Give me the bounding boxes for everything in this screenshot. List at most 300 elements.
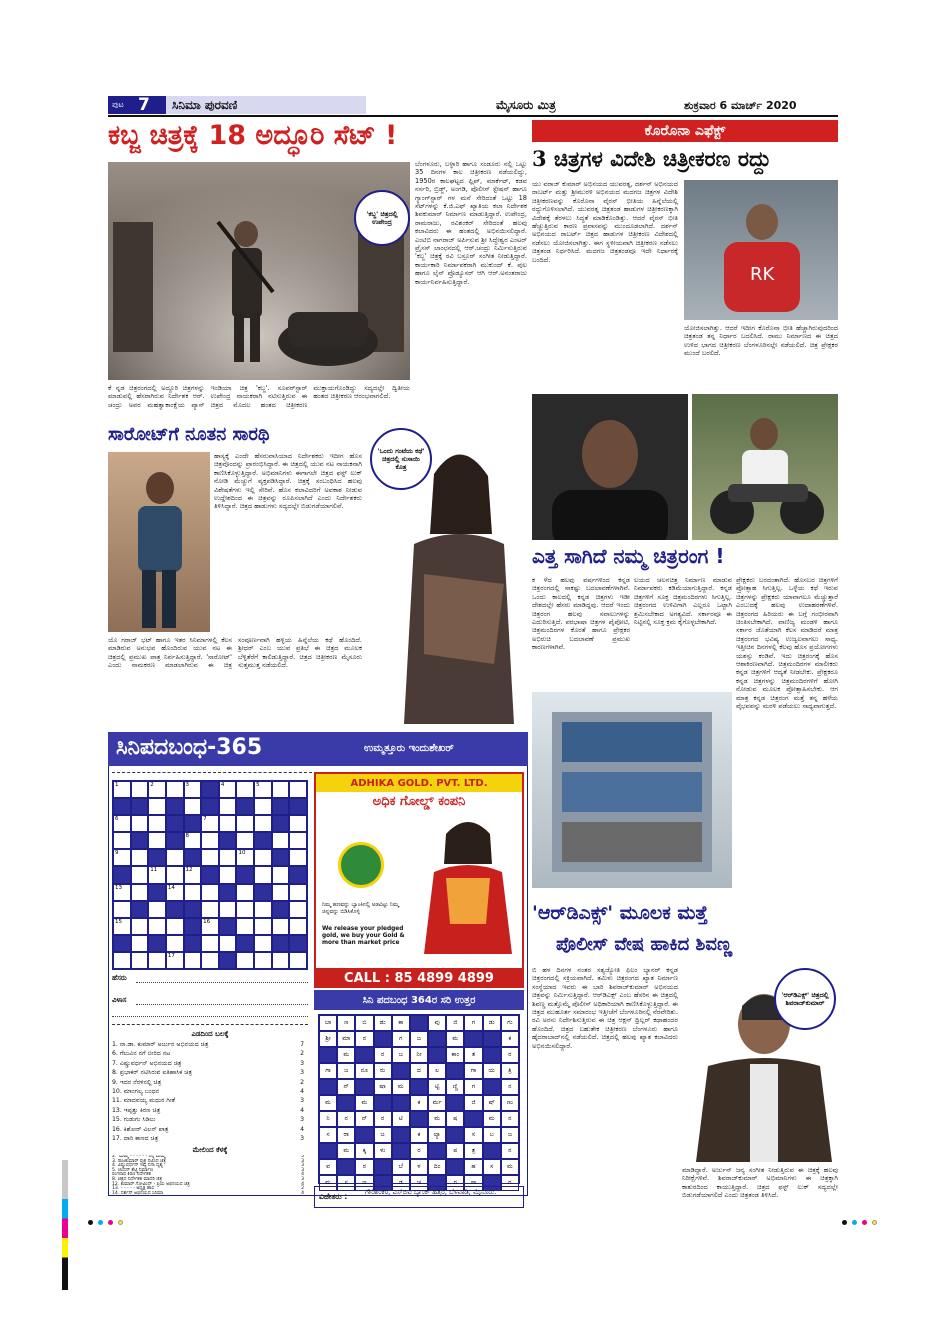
- grid-cell[interactable]: [272, 781, 290, 798]
- grid-cell[interactable]: [289, 952, 307, 969]
- grid-cell[interactable]: [166, 935, 184, 952]
- answer-cell: ಷ್: [483, 1095, 501, 1111]
- answer-cell: ಸ: [319, 1127, 337, 1143]
- grid-cell[interactable]: [184, 884, 202, 901]
- answer-cell-black: [446, 1127, 464, 1143]
- answer-cell: ನ: [337, 1111, 355, 1127]
- answer-cell-black: [483, 1079, 501, 1095]
- grid-cell[interactable]: [254, 918, 272, 935]
- answer-title: ಸಿನಿ ಪದಬಂಧ 364ರ ಸರಿ ಉತ್ತರ: [362, 994, 476, 1006]
- grid-cell-black: [272, 901, 290, 918]
- ad-company: ADHIKA GOLD. PVT. LTD.: [350, 777, 488, 789]
- grid-cell-black: [289, 798, 307, 815]
- winner-box: [314, 1186, 524, 1208]
- answer-cell-black: [319, 1047, 337, 1063]
- grid-cell-black: [272, 798, 290, 815]
- adhika-gold-ad: [314, 772, 524, 988]
- answer-cell: ಮ: [392, 1079, 410, 1095]
- grid-cell[interactable]: [166, 918, 184, 935]
- grid-cell[interactable]: [272, 832, 290, 849]
- answer-cell: ಣ: [355, 1175, 373, 1191]
- grid-cell[interactable]: [272, 952, 290, 969]
- answer-cell: ಮ: [337, 1143, 355, 1159]
- grid-cell[interactable]: [219, 849, 237, 866]
- answer-cell: ಪ: [446, 1143, 464, 1159]
- answer-cell: ಮ: [319, 1175, 337, 1191]
- answer-cell: ತ: [464, 1047, 482, 1063]
- answer-cell: ಜ: [501, 1127, 519, 1143]
- answer-cell: ಗಾ: [464, 1063, 482, 1079]
- grid-cell[interactable]: [184, 952, 202, 969]
- answer-cell-black: [374, 1031, 392, 1047]
- answer-cell: ಜ: [392, 1047, 410, 1063]
- grid-cell-black: [201, 866, 219, 883]
- crossword-grid: [112, 780, 308, 970]
- answer-cell: ಮ: [428, 1111, 446, 1127]
- across-clues: [112, 1040, 308, 1143]
- corona-body-2: ಯೋಜಿಸಲಾಗಿತ್ತು. ಆದರೆ ಇದೀಗ ಕೊರೊನಾ ಭೀತಿ ಹೆಚ್ಚಾಗಿರುವುದರಿಂದ ಚಿತ್ರತಂಡ ತನ್ನ ನಿರ್ಧಾರ ಬದಲಿಸಿದೆ. ರಾಮು ನಿರ್ಮಾಣದ ಈ ಚಿತ್ರದ ಉಳಿದ ಭಾಗದ ಚಿತ್ರೀಕರಣ ಬೆಂಗಳೂರಿನಲ್ಲೇ ನಡೆಯಲಿದೆ. ಚಿತ್ರ ಪ್ರೇಕ್ಷಕರ ಮುಂದೆ ಬರಲಿದೆ.: [684, 324, 838, 358]
- reg-dot: [872, 1220, 877, 1225]
- grid-cell-black: [236, 935, 254, 952]
- grid-cell[interactable]: 9: [113, 849, 131, 866]
- answer-cell: ರ: [374, 1047, 392, 1063]
- reg-dot: [862, 1220, 867, 1225]
- answer-cell-black: [374, 1095, 392, 1111]
- answer-cell: ಗ: [501, 1175, 519, 1191]
- answer-cell-black: [446, 1063, 464, 1079]
- answer-cell-black: [319, 1079, 337, 1095]
- answer-cell: ಮಾ: [337, 1031, 355, 1047]
- crossword-author: ಉಮ್ಮತ್ತೂರು ಇಂದುಶೇಖರ್: [364, 743, 454, 754]
- clue-across: 6. ಗೆಲುವಿನ ನಗೆ ಬೀರಿದ ನಟ 2: [112, 1050, 304, 1058]
- grid-cell[interactable]: [219, 901, 237, 918]
- corona-label-bar: [532, 120, 838, 142]
- clue-down: 2. 'ಮಮ್ಮಿ - - - - - - ನನ್ನ ಮಮ್ಮ' 5: [112, 1155, 304, 1159]
- name-label: ಹೆಸರು: [112, 974, 127, 982]
- winner-label: ವಿಜೇತರು :: [319, 1192, 348, 1201]
- answer-cell-black: [428, 1047, 446, 1063]
- answer-cell-black: [446, 1159, 464, 1175]
- corona-photo: [684, 180, 838, 320]
- answer-cell: ರ: [355, 1159, 373, 1175]
- answer-cell: ಸಾ: [464, 1175, 482, 1191]
- issue-date: ಶುಕ್ರವಾರ 6 ಮಾರ್ಚ್ 2020: [684, 99, 797, 112]
- answer-cell-black: [374, 1159, 392, 1175]
- answer-title-bar: [314, 990, 524, 1010]
- grid-cell-black: [166, 815, 184, 832]
- answer-cell: ಹ: [464, 1159, 482, 1175]
- grid-cell-black: [184, 935, 202, 952]
- grid-cell[interactable]: 1: [113, 781, 131, 798]
- rdx-bubble: [774, 968, 836, 1030]
- answer-cell: ಮ: [446, 1031, 464, 1047]
- winner-text: ಗೌರಿಶಂಕರ, ಎಸ್‌ಬಿಐ ಬ್ಯಾಂಕ್ ಹತ್ತಿರ, ಬೆಳವಾಡಿ, ಮೈಸೂರು.: [365, 1188, 497, 1196]
- grid-cell[interactable]: [236, 918, 254, 935]
- answer-cell: ಮ: [337, 1047, 355, 1063]
- reg-dot: [98, 1220, 103, 1225]
- grid-cell[interactable]: [254, 849, 272, 866]
- answer-cell: ಟ್ಟಿ: [428, 1079, 446, 1095]
- kabza-bubble: [354, 190, 410, 246]
- answer-cell: ಕಾ: [392, 1015, 410, 1031]
- grid-cell[interactable]: [148, 952, 166, 969]
- grid-cell[interactable]: [289, 918, 307, 935]
- ad-company-kn: ಅಧಿಕ ಗೋಲ್ಡ್ ಕಂಪನಿ: [372, 794, 466, 809]
- ad-logo: [338, 842, 384, 888]
- darshan-image: [532, 394, 688, 540]
- answer-grid: [318, 1014, 520, 1184]
- grid-cell[interactable]: [201, 952, 219, 969]
- grid-cell[interactable]: 7: [201, 815, 219, 832]
- answer-cell: ರ: [501, 1047, 519, 1063]
- answer-cell-black: [446, 1095, 464, 1111]
- ettha-body-3: ಪ್ರೇಕ್ಷಕರು ಬರದಂತಾಗಿದೆ. ಹೊಸಬರ ಚಿತ್ರಗಳಿಗೆ ಪ್ರೋತ್ಸಾಹ ಸಿಗುತ್ತಿಲ್ಲ. ಒಳ್ಳೆಯ ಕಥೆ ಇರುವ ಚಿತ್ರಗಳನ್ನು ಪ್ರೇಕ್ಷಕರು ಯಾವಾಗಲೂ ಮೆಚ್ಚುತ್ತಾರೆ ಎಂಬುದಕ್ಕೆ ಹಲವು ಉದಾಹರಣೆಗಳಿವೆ. ಚಿತ್ರರಂಗದ ಹಿರಿಯರು ಈ ಬಗ್ಗೆ ಗಂಭೀರವಾಗಿ ಚಿಂತಿಸಬೇಕಾಗಿದೆ. ವಾಣಿಜ್ಯ ಮಂಡಳಿ ಹಾಗೂ ಸರ್ಕಾರ ಜೊತೆಯಾಗಿ ಕೆಲಸ ಮಾಡಿದರೆ ಮಾತ್ರ ಚಿತ್ರರಂಗದ ಭವಿಷ್ಯ ಉಜ್ವಲವಾಗಲು ಸಾಧ್ಯ. ಇತ್ತೀಚಿನ ದಿನಗಳಲ್ಲಿ ಕೆಲವು ಹೊಸ ಪ್ರಯೋಗಗಳು ಯಶಸ್ಸು ಕಂಡಿವೆ. ಇದು ಚಿತ್ರರಂಗಕ್ಕೆ ಹೊಸ ಆಶಾಕಿರಣವಾಗಿದೆ. ಚಿತ್ರಮಂದಿರಗಳ ಮಾಲೀಕರು ಕನ್ನಡ ಚಿತ್ರಗಳಿಗೆ ಆದ್ಯತೆ ನೀಡಬೇಕು. ಪ್ರೇಕ್ಷಕರೂ ಕನ್ನಡ ಚಿತ್ರಗಳನ್ನು ಚಿತ್ರಮಂದಿರಗಳಿಗೆ ಹೋಗಿ ನೋಡುವ ಮೂಲಕ ಪ್ರೋತ್ಸಾಹಿಸಬೇಕು. ಆಗ ಮಾತ್ರ ಕನ್ನಡ ಚಿತ್ರರಂಗ ಮತ್ತೆ ತನ್ನ ಹಳೆಯ ವೈಭವವನ್ನು ಮರಳಿ ಪಡೆಯಲು ಸಾಧ್ಯವಾಗುತ್ತದೆ.: [736, 576, 838, 711]
- sarathi-actor-image: [108, 452, 210, 632]
- grid-cell[interactable]: [289, 832, 307, 849]
- ettha-body-1: ಕ ಳೆದ ಹಲವು ವರ್ಷಗಳಿಂದ ಕನ್ನಡ ಚಿತ್ರರಂಗದಲ್ಲಿ ಸಾಕಷ್ಟು ಬದಲಾವಣೆಗಳಾಗಿವೆ. ಒಂದು ಕಾಲದಲ್ಲಿ ಕನ್ನಡ ಚಿತ್ರಗಳು ಇಡೀ ದೇಶದಲ್ಲೇ ಹೆಸರು ಮಾಡಿದ್ದವು. ಆದರೆ ಇಂದು ಚಿತ್ರರಂಗ ಹಲವು ಸವಾಲುಗಳನ್ನು ಎದುರಿಸುತ್ತಿದೆ. ಪರಭಾಷಾ ಚಿತ್ರಗಳ ಪೈಪೋಟಿ, ಚಿತ್ರಮಂದಿರಗಳ ಕೊರತೆ ಹಾಗೂ ಪ್ರೇಕ್ಷಕರ ಅಭಿರುಚಿ ಬದಲಾವಣೆ ಪ್ರಮುಖ ಕಾರಣಗಳಾಗಿವೆ.: [532, 576, 630, 652]
- grid-cell[interactable]: [148, 832, 166, 849]
- grid-cell[interactable]: [254, 901, 272, 918]
- answer-cell: ತ್ರ: [464, 1143, 482, 1159]
- grid-cell[interactable]: [201, 884, 219, 901]
- grid-cell-black: [113, 798, 131, 815]
- grid-cell[interactable]: [236, 952, 254, 969]
- answer-cell-black: [428, 1031, 446, 1047]
- grid-cell-black: [184, 901, 202, 918]
- ad-call-bar: [316, 968, 522, 988]
- sarathi-photo: [108, 452, 210, 632]
- color-strip: [62, 1160, 68, 1290]
- grid-cell[interactable]: [131, 884, 149, 901]
- answer-cell: ಡು: [374, 1015, 392, 1031]
- answer-cell: ಣ: [337, 1015, 355, 1031]
- answer-cell: ಜಿ: [446, 1015, 464, 1031]
- name-field[interactable]: [136, 982, 308, 983]
- answer-cell: ರ್ಮ: [428, 1095, 446, 1111]
- answer-cell: ಣು: [501, 1095, 519, 1111]
- answer-cell: ಲ್ಯಾ: [428, 1127, 446, 1143]
- answer-cell-black: [392, 1143, 410, 1159]
- grid-cell[interactable]: [219, 815, 237, 832]
- answer-cell: ಗಾ: [319, 1063, 337, 1079]
- rdx-bubble-text: 'ಆರ್‌ಡಿಎಕ್ಸ್' ಚಿತ್ರದಲ್ಲಿ ಶಿವರಾಜ್‌ಕುಮಾರ್: [781, 991, 829, 1007]
- answer-cell-black: [355, 1127, 373, 1143]
- sarathi-bubble-text: 'ಒಂದು ಗಂಟೆಯ ಕಥೆ' ಚಿತ್ರದಲ್ಲಿ ಸುಸಾಯಿ ಕೊತ್ರ: [377, 447, 425, 471]
- clue-across: 7. ವಿಷ್ಣುವರ್ಧನ್ ಅಭಿನಯದ ಚಿತ್ರ 3: [112, 1059, 304, 1067]
- answer-cell: ರ: [374, 1111, 392, 1127]
- grid-cell[interactable]: 6: [113, 815, 131, 832]
- clue-across: 8. ಪ್ರಭಾಕರ್ ನಟಿಸಿರುವ ಐತಿಹಾಸಿಕ ಚಿತ್ರ 3: [112, 1069, 304, 1077]
- answer-cell: ರಾ: [337, 1127, 355, 1143]
- grid-cell[interactable]: [113, 832, 131, 849]
- answer-cell: ಗ: [464, 1079, 482, 1095]
- grid-cell[interactable]: [254, 935, 272, 952]
- grid-cell[interactable]: 17: [166, 952, 184, 969]
- down-clues: [112, 1155, 308, 1195]
- answer-cell: ಕ: [410, 1095, 428, 1111]
- answer-cell-black: [464, 1031, 482, 1047]
- answer-cell: ಮ: [501, 1159, 519, 1175]
- ettha-headline: ಎತ್ತ ಸಾಗಿದೆ ನಮ್ಮ ಚಿತ್ರರಂಗ !: [532, 544, 725, 568]
- clue-down: 4. ವಿಷ್ಣುವರ್ಧನ್ ಇವ್ವ ನಿಗಾ ದೃಶ್ಯ 3: [112, 1163, 304, 1169]
- answer-cell: ಚ: [410, 1175, 428, 1191]
- answer-cell-black: [337, 1095, 355, 1111]
- grid-cell[interactable]: [113, 901, 131, 918]
- grid-cell[interactable]: [131, 866, 149, 883]
- grid-cell[interactable]: [236, 884, 254, 901]
- grid-cell[interactable]: 8: [184, 832, 202, 849]
- kabza-body-right: ಬೆಂಗಳೂರು, ಬಳ್ಳಾರಿ ಹಾಗೂ ಸಂಡೂರು ನಲ್ಲಿ ಒಟ್ಟು 35 ದಿನಗಳ ಕಾಲ ಚಿತ್ರೀಕರಣ ನಡೆಯಲಿದ್ದು, 1950ರ ಕಾಲಘಟ್ಟದ ಫ್ಲಿಪ್, ಮಾರ್ಕೆಟ್, ಕಡವ ನರ್ಸರಿ, ಬ್ರಿಡ್ಜ್, ಅಂಗಡಿ, ಪೊಲೀಸ್ ಸ್ಟೇಷನ್ ಹಾಗೂ ಗ್ಯಾಂಗ್‌ಸ್ಟಾರ್ ಗಳ ಮನೆ ಸೇರಿದಂತೆ ಒಟ್ಟು 18 ಸೆಟ್‌ಗಳನ್ನು ಕೆ.ಜಿ.ಎಫ್ ಖ್ಯಾತಿಯ ಕಲಾ ನಿರ್ದೇಶಕ ಶಿವಕುಮಾರ್ ನಿರ್ಮಾಣ ಮಾಡುತ್ತಿದ್ದಾರೆ. ಉಪೇಂದ್ರ, ರಾಮರಾಜು, ರವಿಶಂಕರ್ ಸೇರಿದಂತೆ ಹಲವು ಕಲಾವಿದರು ಈ ಹಂತದಲ್ಲಿ ಅಭಿನಯಿಸಲಿದ್ದಾರೆ. ಎಂಟಿಬಿ ನಾಗರಾಜ್ ಅರ್ಪಿಸುವ ಶ್ರೀ ಸಿದ್ಧೇಶ್ವರ ಎಂಟರ್ ಪ್ರೈಸಸ್ ಲಾಂಛನದಲ್ಲಿ ಆರ್.ಚಂದ್ರು ನಿರ್ಮಿಸುತ್ತಿರುವ 'ಕಬ್ಜ' ಚಿತ್ರಕ್ಕೆ ರವಿ ಬಸ್ರೂರ್ ಸಂಗೀತ ನೀಡುತ್ತಿದ್ದಾರೆ. ಕಾರ್ಯಕಾರಿ ನಿರ್ಮಾಪಕರಾಗಿ ಮುಕುಂದ್ ಕೆ. ಪುಲ ಹಾಗೂ ಲೈನ್ ಪ್ರೊಡ್ಯೂಸರ್ ಆಗಿ ಆರ್.ಅನಂತರಾಜು ಕಾರ್ಯನಿರ್ವಹಿಸುತ್ತಿದ್ದಾರೆ.: [415, 160, 527, 286]
- answer-cell: ಕ: [501, 1031, 519, 1047]
- kabza-caption: ಕೆ ನ್ನಡ ಚಿತ್ರರಂಗದಲ್ಲಿ ಅದ್ದೂರಿ ಚಿತ್ರಗಳನ್ನು ಮಾಡುವಲ್ಲಿ ಹೆಸರಾಗಿರುವ ನಿರ್ದೇಶಕ ಆರ್. ಚಂದ್ರು ಅವರ ಮಹತ್ವಾಕಾಂಕ್ಷೆಯ ಪ್ಯಾನ್ ಇಂಡಿಯಾ ಚಿತ್ರ 'ಕಬ್ಜ'. ಸೂಪರ್‌ಸ್ಟಾರ್ ಉಪೇಂದ್ರ ನಾಯಕರಾಗಿ ನಟಿಸುತ್ತಿರುವ ಈ ಚಿತ್ರದ ಮೊದಲ ಹಂತದ ಚಿತ್ರೀಕರಣ ಮುಕ್ತಾಯಗೊಂಡಿದ್ದು ಸದ್ಯದಲ್ಲೇ ದ್ವಿತೀಯ ಹಂತದ ಚಿತ್ರೀಕರಣ ಆರಂಭವಾಗಲಿದೆ.: [108, 384, 410, 409]
- rdx-headline-2: ಪೊಲೀಸ್ ವೇಷ ಹಾಕಿದ ಶಿವಣ್ಣ: [556, 934, 733, 955]
- answer-cell: ಗು: [501, 1015, 519, 1031]
- grid-cell[interactable]: [201, 901, 219, 918]
- sarathi-headline: ಸಾರೋಟ್‌ಗೆ ನೂತನ ಸಾರಥಿ: [108, 424, 270, 445]
- grid-cell[interactable]: [236, 781, 254, 798]
- grid-cell-black: [113, 935, 131, 952]
- ad-model-image: [416, 814, 516, 954]
- grid-cell-black: [148, 884, 166, 901]
- grid-cell-black: [131, 798, 149, 815]
- grid-cell[interactable]: 11: [148, 866, 166, 883]
- answer-cell: ಣ್ಣಿ: [446, 1079, 464, 1095]
- grid-cell[interactable]: 4: [219, 781, 237, 798]
- grid-cell[interactable]: [254, 952, 272, 969]
- ad-company-bar: [316, 774, 522, 792]
- grid-cell[interactable]: [113, 952, 131, 969]
- ad-line1: ನಿಮ್ಮ ಹಣವನ್ನು ಬ್ಯಾಂಕಿನಲ್ಲಿ ಅಡವಿಟ್ಟು ನಿಮ್ಮ ಚಿನ್ನವನ್ನು ಬಿಡಿಸಿಕೊಳ್ಳಿ: [322, 902, 399, 915]
- grid-cell[interactable]: [131, 918, 149, 935]
- answer-cell: ಜ: [337, 1063, 355, 1079]
- answer-cell: ಳು: [374, 1143, 392, 1159]
- corona-photo-3: [692, 394, 838, 540]
- sarathi-body-1: ಹಾಸ್ಯಕ್ಕೆ ಎಂದೇ ಹೆಸರುವಾಸಿಯಾದ ನಿರ್ದೇಶಕರು ಇದೀಗ ಹೊಸ ಚಿತ್ರವೊಂದನ್ನು ಪ್ರಾರಂಭಿಸಿದ್ದಾರೆ. ಈ ಚಿತ್ರದಲ್ಲಿ ಯುವ ನಟ ನಾಯಕನಾಗಿ ಕಾಣಿಸಿಕೊಳ್ಳುತ್ತಿದ್ದಾರೆ. ಅಭಿಮಾನಿಗಳು ಈಗಾಗಲೇ ಚಿತ್ರದ ಫಸ್ಟ್ ಲುಕ್ ನೋಡಿ ಮೆಚ್ಚುಗೆ ವ್ಯಕ್ತಪಡಿಸಿದ್ದಾರೆ. ಚಿತ್ರಕ್ಕೆ ಸಂಬಂಧಿಸಿದ ಹಲವು ವಿಶೇಷತೆಗಳು ಇಲ್ಲಿ ಸೇರಿವೆ. ಹೊಸ ಕಲಾವಿದರಿಗೆ ಅವಕಾಶ ನೀಡುವ ಉದ್ದೇಶದಿಂದ ಈ ಚಿತ್ರವನ್ನು ರೂಪಿಸಲಾಗಿದೆ ಎಂದು ನಿರ್ದೇಶಕರು ತಿಳಿಸಿದ್ದಾರೆ. ಚಿತ್ರದ ಹಾಡುಗಳು ಸದ್ಯದಲ್ಲೇ ಬಿಡುಗಡೆಯಾಗಲಿವೆ.: [214, 452, 362, 511]
- answer-cell: ಬೆ: [392, 1159, 410, 1175]
- answer-cell: ನ: [501, 1111, 519, 1127]
- clue-across: 10. ಮಾಂಗಲ್ಯ ಬಂಧನ 4: [112, 1088, 304, 1096]
- sarathi-body-2: ಯೊ ಗರಾಜ್ ಭಟ್ ಹಾಗೂ ಇತರ ಸಿನಿಮಾಗಳಲ್ಲಿ ಕೆಲಸ ಮಾಡಿರುವ ಅನುಭವ ಹೊಂದಿರುವ ಯುವ ನಟ ಈ ಚಿತ್ರದಲ್ಲಿ ಪ್ರಮುಖ ಪಾತ್ರ ನಿರ್ವಹಿಸುತ್ತಿದ್ದಾರೆ. 'ಸಾರೋಟ್' ಎಂದು ನಾಮಕರಣ ಮಾಡಲಾಗಿರುವ ಈ ಚಿತ್ರ ಸಂಪೂರ್ಣವಾಗಿ ಹಳ್ಳಿಯ ಹಿನ್ನೆಲೆಯ ಕಥೆ ಹೊಂದಿದೆ. ಶ್ರೀಧರ್ ಎಂಬ ಯುವ ಪ್ರತಿಭೆ ಈ ಚಿತ್ರದ ಮೂಲಕ ಬೆಳ್ಳಿತೆರೆಗೆ ಕಾಲಿಡುತ್ತಿದ್ದಾರೆ. ಚಿತ್ರದ ಚಿತ್ರೀಕರಣ ಮೈಸೂರು ಸುತ್ತಮುತ್ತ ನಡೆಯಲಿದೆ.: [108, 636, 362, 670]
- grid-cell[interactable]: [166, 866, 184, 883]
- grid-cell[interactable]: [131, 781, 149, 798]
- answer-cell-black: [392, 1063, 410, 1079]
- answer-cell-black: [355, 1047, 373, 1063]
- grid-cell[interactable]: 14: [166, 884, 184, 901]
- grid-cell-black: [131, 832, 149, 849]
- grid-cell-black: [289, 866, 307, 883]
- grid-cell-black: [184, 918, 202, 935]
- answer-cell-black: [483, 1031, 501, 1047]
- grid-cell[interactable]: [236, 832, 254, 849]
- grid-cell[interactable]: 3: [184, 781, 202, 798]
- grid-cell-black: [131, 901, 149, 918]
- scissor-line-top: [112, 772, 312, 773]
- answer-cell-black: [410, 1079, 428, 1095]
- grid-cell-black: [219, 952, 237, 969]
- address-field-2[interactable]: [112, 1016, 308, 1017]
- grid-cell[interactable]: [131, 815, 149, 832]
- clue-across: 11. ಮಾದವಯ್ಯ ಮಧುರ ಗೀತೆ 3: [112, 1097, 304, 1105]
- grid-cell[interactable]: [254, 815, 272, 832]
- answer-cell: ಬಾ: [319, 1015, 337, 1031]
- grid-cell[interactable]: [289, 901, 307, 918]
- grid-cell[interactable]: [289, 815, 307, 832]
- section-label-box: [166, 96, 366, 114]
- grid-cell[interactable]: [184, 798, 202, 815]
- theatre-building-image: [532, 692, 732, 888]
- answer-cell: ನ: [501, 1143, 519, 1159]
- reg-dot: [852, 1220, 857, 1225]
- answer-cell: ಡು: [483, 1015, 501, 1031]
- answer-cell-black: [410, 1111, 428, 1127]
- corona-headline: 3 ಚಿತ್ರಗಳ ವಿದೇಶಿ ಚಿತ್ರೀಕರಣ ರದ್ದು: [532, 146, 772, 171]
- paper-name: ಮೈಸೂರು ಮಿತ್ರ: [496, 98, 556, 112]
- clue-down: ರಂಗನಾಥ ಕಿರಣ ನಿರ್ದೇಶಕ 4: [112, 1172, 304, 1178]
- answer-cell: ಕಾಂ: [446, 1047, 464, 1063]
- answer-cell-black: [319, 1143, 337, 1159]
- ad-call: CALL : 85 4899 4899: [344, 970, 494, 986]
- grid-cell-black: [254, 884, 272, 901]
- answer-cell: ಳ: [410, 1159, 428, 1175]
- answer-cell: ಗ: [392, 1031, 410, 1047]
- grid-cell[interactable]: [272, 918, 290, 935]
- grid-cell[interactable]: [131, 935, 149, 952]
- answer-cell: ನ್: [355, 1111, 373, 1127]
- grid-cell[interactable]: [131, 952, 149, 969]
- clue-across: 1. ನಾ.ಡಾ. ಕುಮಾರ್ ಅರ್ಜುನ ಅಭಿನಯದ ಚಿತ್ರ 7: [112, 1041, 304, 1048]
- grid-cell[interactable]: [201, 832, 219, 849]
- grid-cell-black: [166, 798, 184, 815]
- rdx-headline-1: 'ಆರ್‌ಡಿಎಕ್ಸ್' ಮೂಲಕ ಮತ್ತೆ: [532, 902, 708, 924]
- grid-cell[interactable]: [289, 781, 307, 798]
- clue-down: 13. - - - - - ಅಧ್ಯಕ್ಷ ಹಾಸ 2: [112, 1186, 304, 1192]
- grid-cell[interactable]: [131, 849, 149, 866]
- grid-cell-black: [236, 866, 254, 883]
- grid-cell-black: [201, 798, 219, 815]
- grid-cell[interactable]: [219, 866, 237, 883]
- grid-cell-black: [148, 935, 166, 952]
- answer-cell: ಷ: [446, 1111, 464, 1127]
- grid-cell[interactable]: [236, 815, 254, 832]
- answer-cell: ಜ: [410, 1031, 428, 1047]
- grid-cell-black: [219, 918, 237, 935]
- grid-cell[interactable]: [289, 849, 307, 866]
- answer-cell-black: [355, 1079, 373, 1095]
- answer-cell: ಸ: [337, 1175, 355, 1191]
- grid-cell[interactable]: [148, 901, 166, 918]
- rdx-body-2: ಮಾಡಿದ್ದಾರೆ. ಅರ್ಜುನ್ ಜನ್ಯ ಸಂಗೀತ ನೀಡುತ್ತಿರುವ ಈ ಚಿತ್ರಕ್ಕೆ ಹಲವು ನಿರೀಕ್ಷೆಗಳಿವೆ. ಶಿವರಾಜ್‌ಕುಮಾರ್ ಅಭಿಮಾನಿಗಳು ಈ ಚಿತ್ರಕ್ಕಾಗಿ ಕಾತುರದಿಂದ ಕಾಯುತ್ತಿದ್ದಾರೆ. ಚಿತ್ರದ ಫಸ್ಟ್ ಲುಕ್ ಸದ್ಯದಲ್ಲೇ ಬಿಡುಗಡೆಯಾಗಲಿದೆ ಎಂದು ಚಿತ್ರತಂಡ ತಿಳಿಸಿದೆ.: [682, 1166, 838, 1200]
- rdx-body-1: ಬಿ ಹಳ ದಿನಗಳ ನಂತರ ಸತ್ಯಜ್ಯೋತಿ ಫಿಲಂ ಬ್ಯಾನರ್ ಕನ್ನಡ ಚಿತ್ರರಂಗದಲ್ಲಿ ಸಕ್ರಿಯವಾಗಿದೆ. ತಮಿಳು ಚಿತ್ರರಂಗದ ಖ್ಯಾತ ನಿರ್ಮಾಣ ಸಂಸ್ಥೆಯಾದ ಇವರು ಈ ಬಾರಿ ಶಿವರಾಜ್‌ಕುಮಾರ್ ಅಭಿನಯದ ಚಿತ್ರವನ್ನು ನಿರ್ಮಿಸುತ್ತಿದ್ದಾರೆ. ಆರ್‌ಡಿಎಕ್ಸ್ ಎಂಬ ಹೆಸರಿನ ಈ ಚಿತ್ರದಲ್ಲಿ ಶಿವಣ್ಣ ಮತ್ತೊಮ್ಮೆ ಪೊಲೀಸ್ ಅಧಿಕಾರಿಯಾಗಿ ಕಾಣಿಸಿಕೊಳ್ಳುತ್ತಿದ್ದಾರೆ. ಈ ಚಿತ್ರದ ಮುಹೂರ್ತ ಸಮಾರಂಭ ಇತ್ತೀಚೆಗೆ ಬೆಂಗಳೂರಿನಲ್ಲಿ ನೆರವೇರಿತು. ರವಿ ಅರಸು ನಿರ್ದೇಶಿಸುತ್ತಿರುವ ಈ ಚಿತ್ರ ಆಕ್ಷನ್ ಥ್ರಿಲ್ಲರ್ ಕಥಾಹಂದರ ಹೊಂದಿದೆ. ಚಿತ್ರದ ಬಹುತೇಕ ಚಿತ್ರೀಕರಣ ಬೆಂಗಳೂರು ಹಾಗೂ ಹೈದರಾಬಾದ್‌ನಲ್ಲಿ ನಡೆಯಲಿದೆ. ಚಿತ್ರದಲ್ಲಿ ಹಲವು ಖ್ಯಾತ ಕಲಾವಿದರು ಅಭಿನಯಿಸಲಿದ್ದಾರೆ.: [532, 966, 678, 1050]
- ad-model: [416, 814, 516, 954]
- grid-cell-black: [272, 935, 290, 952]
- clue-down: 14. ದರ್ಶನ್ ಅಭಿನಯದ ಸಿನಿಮಾ 4: [112, 1190, 304, 1195]
- grid-cell[interactable]: 16: [201, 918, 219, 935]
- grid-cell[interactable]: [201, 935, 219, 952]
- grid-cell[interactable]: 2: [148, 781, 166, 798]
- ettha-body-2: ಲಯದ ಚಲನಚಿತ್ರ ನಿರ್ಮಾಣ ಮಾಡುವ ನಿರ್ಮಾಪಕರು ಕಡಿಮೆಯಾಗುತ್ತಿದ್ದಾರೆ. ಕನ್ನಡ ಚಿತ್ರಗಳಿಗೆ ಸೂಕ್ತ ಚಿತ್ರಮಂದಿರಗಳು ಸಿಗುತ್ತಿಲ್ಲ. ಚಿತ್ರರಂಗದ ಉಳಿವಿಗಾಗಿ ಎಲ್ಲರೂ ಒಟ್ಟಾಗಿ ಶ್ರಮಿಸಬೇಕಾದ ಅಗತ್ಯವಿದೆ. ಸರ್ಕಾರವೂ ಈ ನಿಟ್ಟಿನಲ್ಲಿ ಸೂಕ್ತ ಕ್ರಮ ಕೈಗೊಳ್ಳಬೇಕಾಗಿದೆ.: [634, 576, 732, 627]
- grid-cell-black: [166, 832, 184, 849]
- answer-cell-black: [392, 1127, 410, 1143]
- grid-cell[interactable]: [272, 884, 290, 901]
- grid-cell[interactable]: [289, 884, 307, 901]
- grid-cell[interactable]: [166, 781, 184, 798]
- header-rule: [108, 115, 838, 117]
- grid-cell[interactable]: [148, 815, 166, 832]
- grid-cell-black: [184, 815, 202, 832]
- corona-photo-2: [532, 394, 688, 540]
- answer-cell: ದಿಂ: [428, 1159, 446, 1175]
- answer-cell-black: [464, 1111, 482, 1127]
- answer-cell-black: [392, 1095, 410, 1111]
- grid-cell[interactable]: [219, 798, 237, 815]
- address-field[interactable]: [136, 1004, 308, 1005]
- svg-text:RK: RK: [750, 264, 775, 285]
- answer-cell: ನೀ: [410, 1047, 428, 1063]
- ad-line2: We release your pledged gold, we buy your Gold & more than market price: [322, 926, 405, 946]
- clue-across: 17. ದಾರಿ ಕಾಣದ ಚಿತ್ರ 3: [112, 1135, 304, 1143]
- answer-cell: ಜಿ: [464, 1095, 482, 1111]
- answer-cell: ನೂ: [355, 1063, 373, 1079]
- grid-cell[interactable]: [254, 798, 272, 815]
- reg-dot: [88, 1220, 93, 1225]
- grid-cell[interactable]: [254, 866, 272, 883]
- scissor-line-bottom: [112, 1024, 308, 1025]
- clue-down: 8. ಚಿತ್ರದ ನಿರ್ದೇಶಕ ಮಾದರಿ ಚಿತ್ರ 3: [112, 1176, 304, 1182]
- section-label: ಸಿನಿಮಾ ಪುರವಣಿ: [172, 98, 238, 112]
- sarathi-bubble: [370, 428, 432, 490]
- answer-cell-black: [410, 1015, 428, 1031]
- answer-cell: ಜ: [374, 1127, 392, 1143]
- grid-cell-black: [148, 849, 166, 866]
- grid-cell[interactable]: 12: [184, 866, 202, 883]
- grid-cell[interactable]: [166, 849, 184, 866]
- grid-cell[interactable]: 10: [236, 849, 254, 866]
- srimurali-bike-image: [692, 394, 838, 540]
- clue-down: 3. ರಾಜಕುಮಾರ್ ಪುತ್ರ ನಟಿಸಿದ ಚಿತ್ರ 3: [112, 1158, 304, 1164]
- grid-cell[interactable]: 13: [113, 884, 131, 901]
- answer-cell: ಬ: [483, 1127, 501, 1143]
- grid-cell[interactable]: [148, 918, 166, 935]
- answer-cell: ಷಾ: [374, 1079, 392, 1095]
- grid-cell[interactable]: 5: [254, 781, 272, 798]
- grid-cell[interactable]: [148, 798, 166, 815]
- answer-cell: ಗ: [464, 1015, 482, 1031]
- answer-cell: ಕ: [410, 1127, 428, 1143]
- crossword-title-bar: [108, 732, 528, 766]
- address-label: ವಿಳಾಸ: [112, 996, 127, 1004]
- clue-across: 15. ಗುಡುಗು ಸಿಡಿಲು 3: [112, 1116, 304, 1124]
- grid-cell[interactable]: [236, 901, 254, 918]
- grid-cell[interactable]: 15: [113, 918, 131, 935]
- corona-body: ಯು ವರಾಜ್ ಕುಮಾರ್ ಅಭಿನಯದ ಯುವರತ್ನ, ದರ್ಶನ್ ಅಭಿನಯದ ರಾಬರ್ಟ್ ಮತ್ತು ಶ್ರೀಮುರಳಿ ಅಭಿನಯದ ಮದಗಜ ಚಿತ್ರಗಳ ವಿದೇಶಿ ಚಿತ್ರೀಕರಣವನ್ನು ಕೊರೊನಾ ವೈರಸ್ ಭೀತಿಯ ಹಿನ್ನೆಲೆಯಲ್ಲಿ ರದ್ದುಗೊಳಿಸಲಾಗಿದೆ. ಯುವರತ್ನ ಚಿತ್ರತಂಡ ಹಾಡುಗಳ ಚಿತ್ರೀಕರಣಕ್ಕಾಗಿ ವಿದೇಶಕ್ಕೆ ತೆರಳಲು ಸಿದ್ಧತೆ ಮಾಡಿಕೊಂಡಿತ್ತು. ಆದರೆ ವೈರಸ್ ಭೀತಿ ಹೆಚ್ಚುತ್ತಿರುವ ಕಾರಣ ಪ್ರವಾಸವನ್ನು ಮುಂದೂಡಲಾಗಿದೆ. ದರ್ಶನ್ ಅಭಿನಯದ ರಾಬರ್ಟ್ ಚಿತ್ರದ ಹಾಡುಗಳ ಚಿತ್ರೀಕರಣ ವಿದೇಶದಲ್ಲಿ ನಡೆಸಲು ಯೋಜಿಸಲಾಗಿತ್ತು. ಈಗ ಸ್ಥಳೀಯವಾಗಿ ಚಿತ್ರೀಕರಣ ನಡೆಸಲು ಚಿತ್ರತಂಡ ನಿರ್ಧರಿಸಿದೆ. ಮದಗಜ ಚಿತ್ರತಂಡವೂ ಇದೇ ನಿರ್ಧಾರಕ್ಕೆ ಬಂದಿದೆ.: [532, 180, 678, 264]
- answer-cell: ಮ: [483, 1111, 501, 1127]
- answer-cell: ರ: [410, 1143, 428, 1159]
- grid-cell[interactable]: [219, 935, 237, 952]
- clue-down: 12. ಕುಮಾರ್ ಗೋವಿಂದ್ - ಪ್ರಿಯ ಅಭಿನಯದ ಚಿತ್ರ 4: [112, 1181, 304, 1187]
- grid-cell-black: [254, 832, 272, 849]
- kabza-headline: ಕಬ್ಜ ಚಿತ್ರಕ್ಕೆ 18 ಅದ್ಧೂರಿ ಸೆಟ್ !: [108, 120, 398, 151]
- page-number-box: [108, 96, 166, 114]
- answer-cell-black: [428, 1143, 446, 1159]
- grid-cell-black: [272, 815, 290, 832]
- grid-cell[interactable]: [272, 866, 290, 883]
- grid-cell-black: [201, 781, 219, 798]
- grid-cell-black: [272, 849, 290, 866]
- grid-cell[interactable]: [201, 849, 219, 866]
- answer-cell: ಶ್ರೀ: [319, 1031, 337, 1047]
- ettha-building-photo: [532, 692, 732, 888]
- answer-cell-black: [337, 1159, 355, 1175]
